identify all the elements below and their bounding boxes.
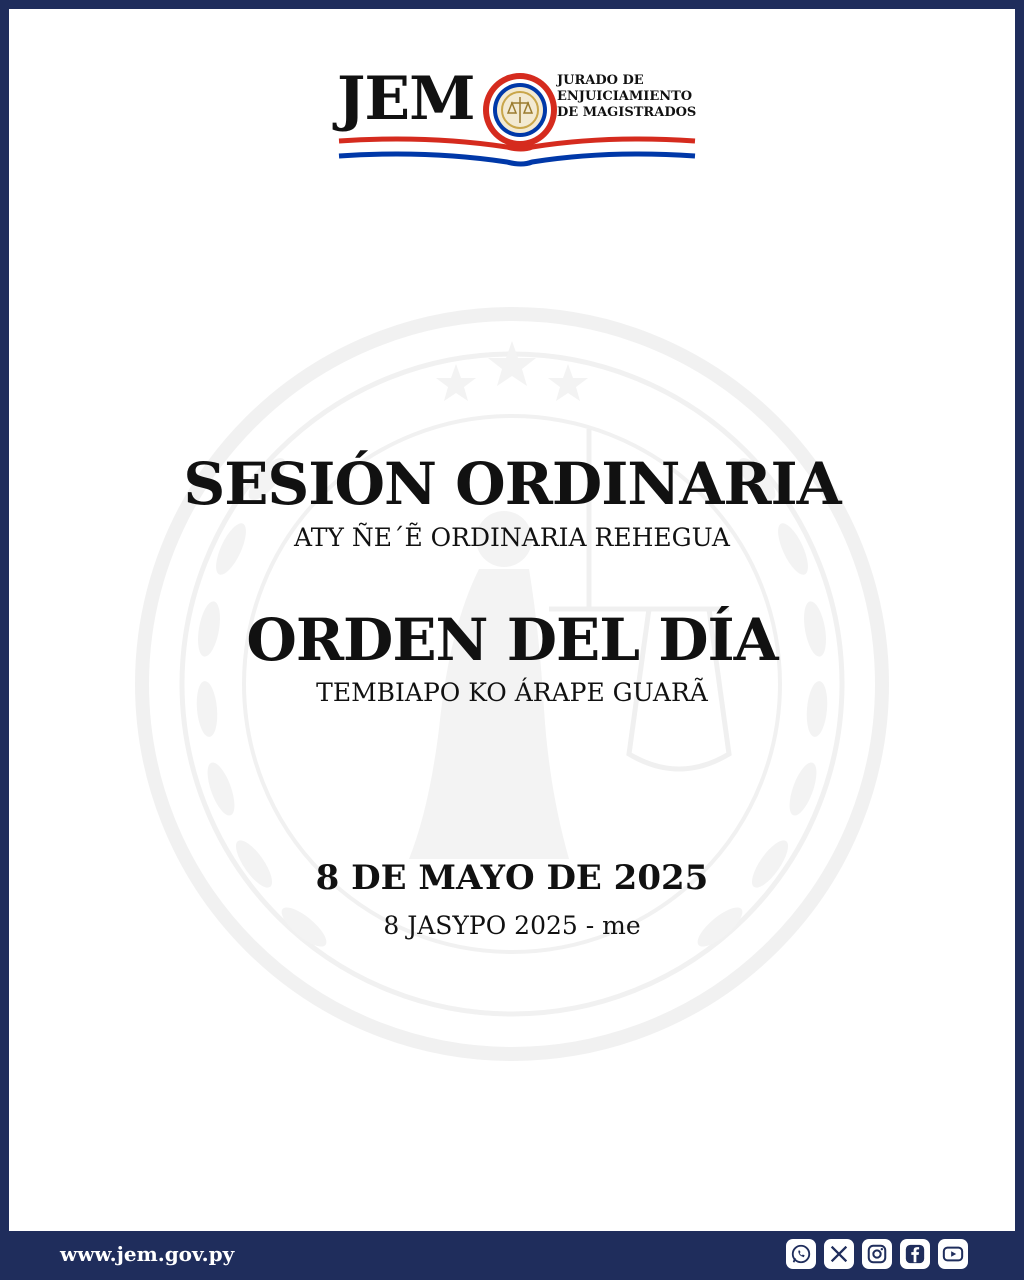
youtube-icon — [942, 1243, 964, 1265]
session-title: SESIÓN ORDINARIA — [183, 450, 841, 518]
logo-name-line: ENJUICIAMIENTO — [557, 89, 693, 104]
facebook-button[interactable] — [900, 1239, 930, 1269]
session-date-guarani: 8 JASYPO 2025 - me — [383, 911, 641, 940]
instagram-icon — [866, 1243, 888, 1265]
agenda-title-guarani: TEMBIAPO KO ÁRAPE GUARÃ — [316, 678, 708, 707]
footer-bar — [0, 1231, 1024, 1280]
logo-acronym: JEM — [337, 64, 475, 134]
jem-logo — [337, 59, 707, 179]
social-links — [786, 1239, 968, 1271]
youtube-button[interactable] — [938, 1239, 968, 1269]
agenda-title: ORDEN DEL DÍA — [246, 606, 778, 674]
facebook-icon — [904, 1243, 926, 1265]
website-link[interactable]: www.jem.gov.py — [60, 1242, 235, 1266]
instagram-button[interactable] — [862, 1239, 892, 1269]
flag-ribbon-icon — [337, 129, 707, 169]
logo-name-line: JURADO DE — [557, 73, 644, 88]
session-title-guarani: ATY ÑE´Ẽ ORDINARIA REHEGUA — [294, 523, 730, 552]
logo-name-line: DE MAGISTRADOS — [557, 105, 697, 120]
whatsapp-icon — [790, 1243, 812, 1265]
logo-institution-name — [557, 73, 696, 121]
announcement-card — [9, 9, 1015, 1231]
session-date: 8 DE MAYO DE 2025 — [315, 858, 709, 898]
whatsapp-button[interactable] — [786, 1239, 816, 1269]
x-icon — [828, 1243, 850, 1265]
x-button[interactable] — [824, 1239, 854, 1269]
